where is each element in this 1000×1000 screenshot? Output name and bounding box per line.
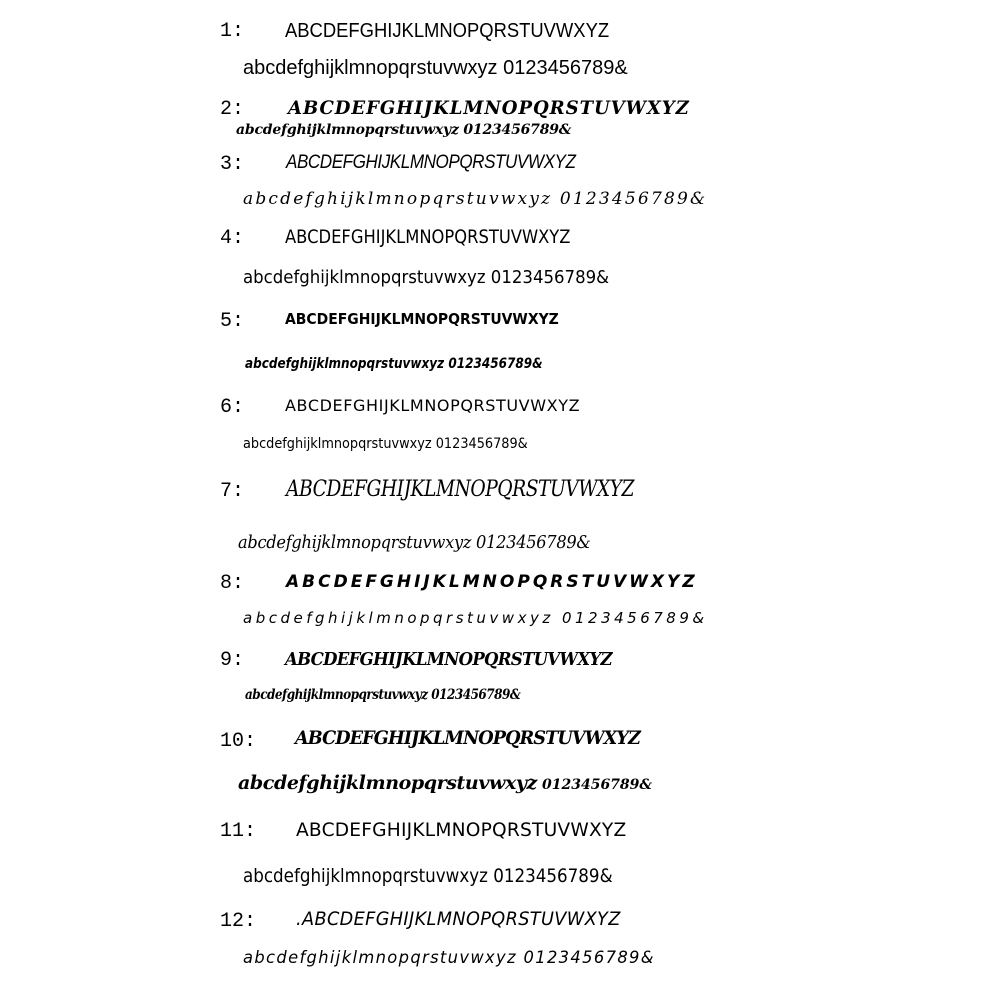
specimen-11-uppercase: ABCDEFGHIJKLMNOPQRSTUVWXYZ — [296, 819, 627, 841]
specimen-3-number: 3: — [220, 153, 245, 176]
specimen-7-uppercase: ABCDEFGHIJKLMNOPQRSTUVWXYZ — [286, 477, 635, 502]
specimen-3-lowercase: abcdefghijklmnopqrstuvwxyz 0123456789& — [243, 189, 708, 209]
specimen-10-lowercase — [238, 774, 652, 793]
specimen-8-lowercase: abcdefghijklmnopqrstuvwxyz 0123456789& — [243, 609, 708, 627]
specimen-1-lowercase: abcdefghijklmnopqrstuvwxyz 0123456789& — [243, 57, 628, 79]
specimen-6-number: 6: — [220, 396, 245, 419]
specimen-9-uppercase: ABCDEFGHIJKLMNOPQRSTUVWXYZ — [285, 649, 612, 670]
specimen-10-lowercase-letters: abcdefghijklmnopqrstuvwxyz — [238, 772, 537, 794]
specimen-2-lowercase: abcdefghijklmnopqrstuvwxyz 0123456789& — [236, 122, 572, 138]
specimen-7-lowercase: abcdefghijklmnopqrstuvwxyz 0123456789& — [238, 532, 591, 553]
specimen-8-number: 8: — [220, 572, 245, 595]
specimen-8-uppercase: ABCDEFGHIJKLMNOPQRSTUVWXYZ — [286, 572, 698, 592]
specimen-9-number: 9: — [220, 649, 245, 672]
specimen-12-number: 12: — [220, 910, 257, 933]
specimen-1-uppercase: ABCDEFGHIJKLMNOPQRSTUVWXYZ — [285, 20, 610, 42]
specimen-6-lowercase: abcdefghijklmnopqrstuvwxyz 0123456789& — [243, 436, 528, 452]
specimen-11-lowercase: abcdefghijklmnopqrstuvwxyz 0123456789& — [243, 865, 613, 887]
specimen-2-uppercase: ABCDEFGHIJKLMNOPQRSTUVWXYZ — [288, 97, 690, 119]
specimen-4-uppercase: ABCDEFGHIJKLMNOPQRSTUVWXYZ — [285, 226, 571, 248]
specimen-1-number: 1: — [220, 20, 245, 43]
specimen-7-number: 7: — [220, 480, 245, 503]
specimen-2-number: 2: — [220, 98, 245, 121]
specimen-5-lowercase: abcdefghijklmnopqrstuvwxyz 0123456789& — [245, 356, 543, 372]
specimen-12-uppercase: .ABCDEFGHIJKLMNOPQRSTUVWXYZ — [296, 908, 621, 930]
specimen-5-uppercase: ABCDEFGHIJKLMNOPQRSTUVWXYZ — [285, 310, 559, 328]
specimen-10-uppercase: ABCDEFGHIJKLMNOPQRSTUVWXYZ — [295, 727, 640, 749]
specimen-9-lowercase: abcdefghijklmnopqrstuvwxyz 0123456789& — [245, 687, 521, 703]
specimen-4-lowercase: abcdefghijklmnopqrstuvwxyz 0123456789& — [243, 267, 610, 288]
specimen-3-uppercase: ABCDEFGHIJKLMNOPQRSTUVWXYZ — [286, 152, 576, 173]
specimen-4-number: 4: — [220, 227, 245, 250]
specimen-12-lowercase: abcdefghijklmnopqrstuvwxyz 0123456789& — [243, 948, 655, 968]
specimen-10-number: 10: — [220, 730, 257, 753]
specimen-10-lowercase-digits: 0123456789& — [542, 777, 653, 793]
specimen-11-number: 11: — [220, 820, 257, 843]
specimen-5-number: 5: — [220, 310, 245, 333]
specimen-6-uppercase: ABCDEFGHIJKLMNOPQRSTUVWXYZ — [285, 396, 581, 415]
